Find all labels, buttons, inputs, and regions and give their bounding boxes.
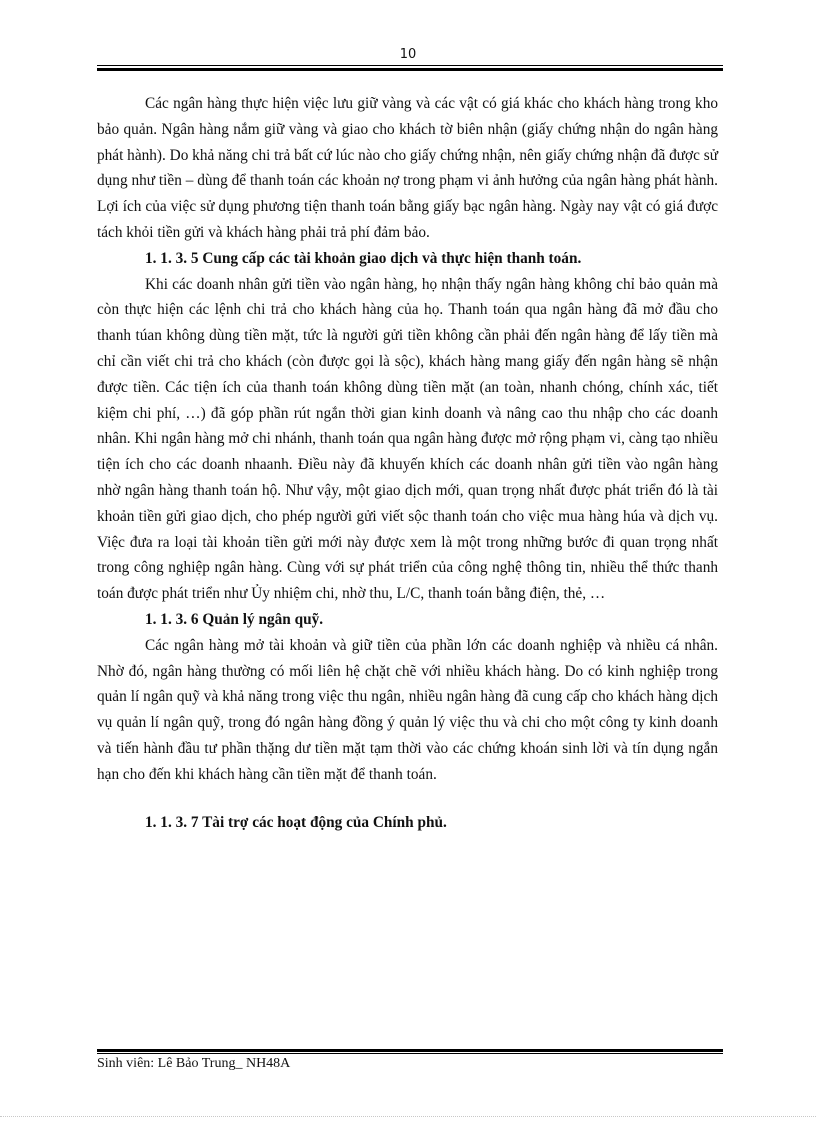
section-heading-1-1-3-5: 1. 1. 3. 5 Cung cấp các tài khoản giao dịch và thực hiện thanh toán. xyxy=(145,249,582,267)
footer-rule-thin xyxy=(97,1053,723,1054)
footer-rule-thick xyxy=(97,1049,723,1052)
page-number: 10 xyxy=(399,47,417,62)
page-bottom-dotted-line xyxy=(0,1116,816,1117)
paragraph-cash-management: Các ngân hàng mở tài khoản và giữ tiền của phần lớn các doanh nghiệp và nhiều cá nhân. Nhờ đó, ngân hàng thường có mối liên hệ chặt chẽ với nhiều khách hàng. Do có kinh nghiệp trong quản lí ngân quỹ và khả năng trong việc thu ngân, nhiều ngân hàng đã cung cấp cho khách hàng dịch vụ quản lí ngân quỹ, trong đó ngân hàng đồng ý quản lý việc thu và chi cho một công ty kinh doanh và tiến hành đầu tư phần thặng dư tiền mặt tạm thời vào các chứng khoán sinh lời và tín dụng ngắn hạn cho đến khi khách hàng cần tiền mặt để thanh toán. xyxy=(97,636,718,783)
paragraph-payment: Khi các doanh nhân gửi tiền vào ngân hàng, họ nhận thấy ngân hàng không chỉ bảo quản mà còn thực hiện các lệnh chi trả cho khách hàng của họ. Thanh toán qua ngân hàng đã mở đầu cho thanh túan không dùng tiền mặt, tức là người gửi tiền không cần phải đến ngân hàng để lấy tiền mà chỉ cần viết chi trả cho khách (còn được gọi là sộc), khách hàng mang giấy đến ngân hàng sẽ nhận được tiền. Các tiện ích của thanh toán không dùng tiền mặt (an toàn, nhanh chóng, chính xác, tiết kiệm chi phí, …) đã góp phần rút ngắn thời gian kinh doanh và nâng cao thu nhập cho các doanh nhân. Khi ngân hàng mở chi nhánh, thanh toán qua ngân hàng được mở rộng phạm vi, càng tạo nhiều tiện ích cho các doanh nhaanh. Điều này đã khuyến khích các doanh nhân gửi tiền vào ngân hàng nhờ ngân hàng thanh toán hộ. Như vậy, một giao dịch mới, quan trọng nhất được phát triển đó là tài khoản tiền gửi giao dịch, cho phép người gửi viết sộc thanh toán cho việc mua hàng húa và dịch vụ. Việc đưa ra loại tài khoản tiền gửi mới này được xem là một trong những bước đi quan trọng nhất trong công nghiệp ngân hàng. Cùng với sự phát triển của công nghệ thông tin, nhiều thể thức thanh toán được phát triển như Ủy nhiệm chi, nhờ thu, L/C, thanh toán bằng điện, thẻ, … xyxy=(97,275,718,603)
header-rule-thin xyxy=(97,65,723,66)
section-heading-1-1-3-7: 1. 1. 3. 7 Tài trợ các hoạt động của Chính phủ. xyxy=(145,813,447,831)
document-body xyxy=(97,91,718,835)
paragraph-storage: Các ngân hàng thực hiện việc lưu giữ vàng và các vật có giá khác cho khách hàng trong kho bảo quản. Ngân hàng nắm giữ vàng và giao cho khách tờ biên nhận (giấy chứng nhận do ngân hàng phát hành). Do khả năng chi trả bất cứ lúc nào cho giấy chứng nhận, nên giấy chứng nhận đã được sử dụng như tiền – dùng để thanh toán các khoản nợ trong phạm vi ảnh hưởng của ngân hàng phát hành. Lợi ích của việc sử dụng phương tiện thanh toán bằng giấy bạc ngân hàng. Ngày nay vật có giá được tách khỏi tiền gửi và khách hàng phải trả phí đảm bảo. xyxy=(97,95,718,241)
header-rule-thick xyxy=(97,68,723,71)
footer-student-name: Sinh viên: Lê Bảo Trung_ NH48A xyxy=(97,1056,291,1071)
section-heading-1-1-3-6: 1. 1. 3. 6 Quản lý ngân quỹ. xyxy=(145,610,324,628)
